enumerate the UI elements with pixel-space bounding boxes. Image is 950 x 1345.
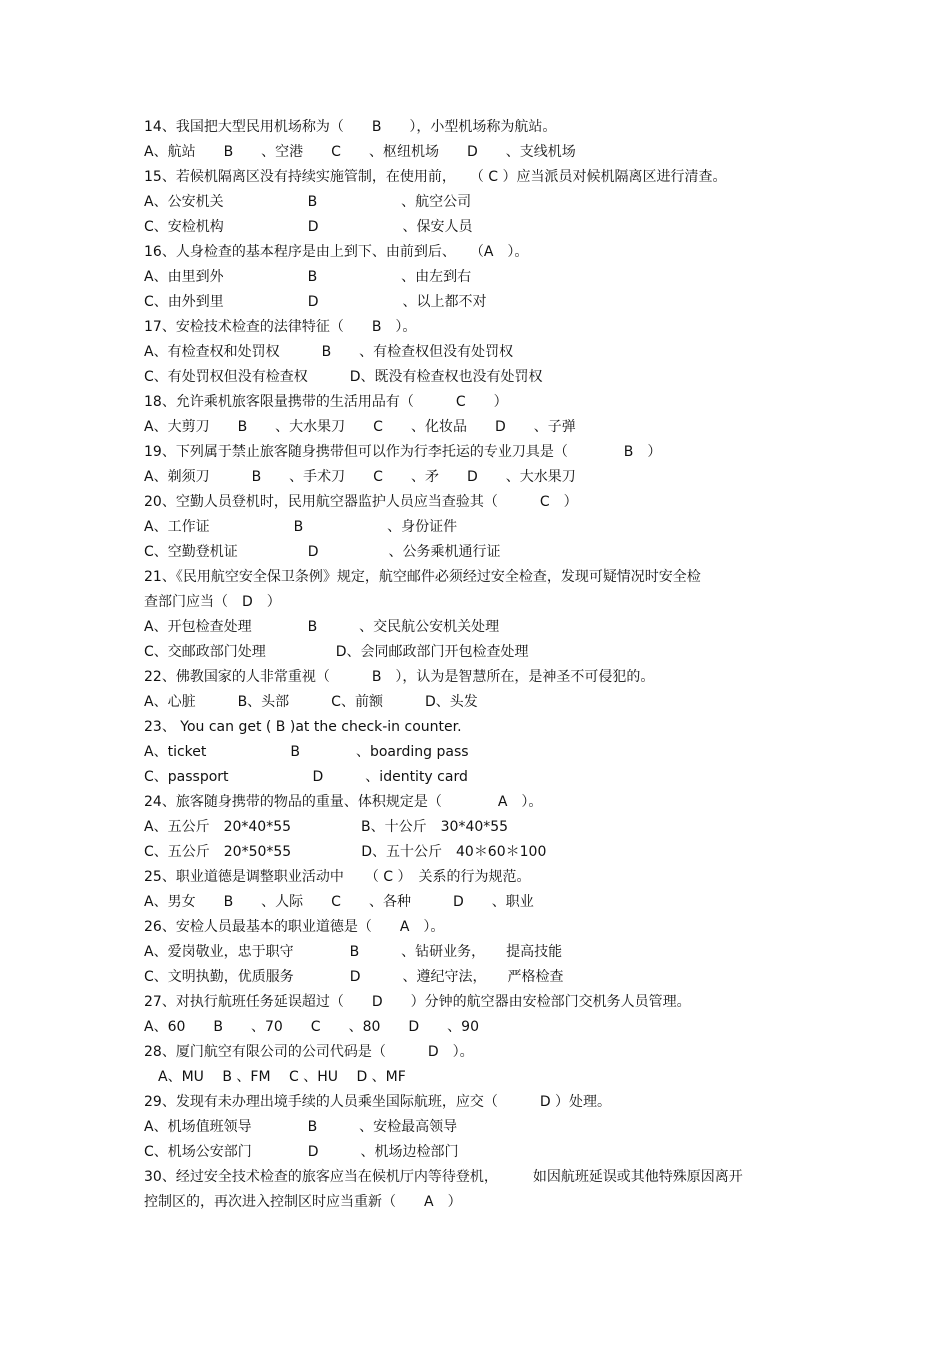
text-line: A、ticket B 、boarding pass — [144, 744, 469, 760]
text-line: 29、发现有未办理出境手续的人员乘坐国际航班，应交（ D ）处理。 — [144, 1094, 612, 1110]
text-line: A、剃须刀 B 、手术刀 C 、矛 D 、大水果刀 — [144, 469, 576, 485]
text-line: 17、安检技术检查的法律特征（ B ）。 — [144, 319, 417, 335]
text-line: 20、空勤人员登机时，民用航空器监护人员应当查验其（ C ） — [144, 494, 578, 510]
text-line: 27、对执行航班任务延误超过（ D ）分钟的航空器由安检部门交机务人员管理。 — [144, 994, 691, 1010]
text-line: A、公安机关 B 、航空公司 — [144, 194, 472, 210]
text-line: C、交邮政部门处理 D、会同邮政部门开包检查处理 — [144, 644, 529, 660]
text-line: A、爱岗敬业，忠于职守 B 、钻研业务， 提高技能 — [144, 944, 563, 960]
text-line: 24、旅客随身携带的物品的重量、体积规定是（ A ）。 — [144, 794, 543, 810]
text-line: 21、《民用航空安全保卫条例》规定，航空邮件必须经过安全检查，发现可疑情况时安全检 — [144, 569, 701, 585]
text-line: 19、下列属于禁止旅客随身携带但可以作为行李托运的专业刀具是（ B ） — [144, 444, 662, 460]
text-line: A、由里到外 B 、由左到右 — [144, 269, 472, 285]
text-line: C、有处罚权但没有检查权 D、既没有检查权也没有处罚权 — [144, 369, 543, 385]
text-line: A、60 B 、70 C 、80 D 、90 — [144, 1019, 479, 1035]
text-line: C、文明执勤，优质服务 D 、遵纪守法， 严格检查 — [144, 969, 564, 985]
text-line: 28、厦门航空有限公司的公司代码是（ D ）。 — [144, 1044, 474, 1060]
text-line: A、有检查权和处罚权 B 、有检查权但没有处罚权 — [144, 344, 514, 360]
text-line: A、航站 B 、空港 C 、枢纽机场 D 、支线机场 — [144, 144, 576, 160]
text-line: C、passport D 、identity card — [144, 769, 468, 785]
text-line: 26、安检人员最基本的职业道德是（ A ）。 — [144, 919, 445, 935]
text-line: A、机场值班领导 B 、安检最高领导 — [144, 1119, 458, 1135]
text-line: 16、人身检查的基本程序是由上到下、由前到后、 （A ）。 — [144, 244, 529, 260]
text-line: C、机场公安部门 D 、机场边检部门 — [144, 1144, 459, 1160]
text-line: C、空勤登机证 D 、公务乘机通行证 — [144, 544, 501, 560]
text-line: C、五公斤 20*50*55 D、五十公斤 40＊60＊100 — [144, 844, 547, 860]
text-line: A、男女 B 、人际 C 、各种 D 、职业 — [144, 894, 534, 910]
text-line: C、安检机构 D 、保安人员 — [144, 219, 473, 235]
text-line: 查部门应当（ D ） — [144, 594, 281, 610]
text-line: 15、若候机隔离区没有持续实施管制，在使用前， （ C ）应当派员对候机隔离区进行清查。 — [144, 169, 727, 185]
text-line: 22、佛教国家的人非常重视（ B ），认为是智慧所在，是神圣不可侵犯的。 — [144, 669, 655, 685]
text-line: A、开包检查处理 B 、交民航公安机关处理 — [144, 619, 500, 635]
text-line: 18、允许乘机旅客限量携带的生活用品有（ C ） — [144, 394, 508, 410]
text-line: A、大剪刀 B 、大水果刀 C 、化妆品 D 、子弹 — [144, 419, 576, 435]
text-line: A、MU B 、FM C 、HU D 、MF — [144, 1069, 406, 1085]
text-line: C、由外到里 D 、以上都不对 — [144, 294, 487, 310]
text-line: 30、经过安全技术检查的旅客应当在候机厅内等待登机， 如因航班延误或其他特殊原因离开 — [144, 1169, 743, 1185]
text-line: A、五公斤 20*40*55 B、十公斤 30*40*55 — [144, 819, 509, 835]
text-line: 25、职业道德是调整职业活动中 （ C ） 关系的行为规范。 — [144, 869, 531, 885]
text-line: 23、 You can get ( B )at the check-in counter. — [144, 719, 462, 735]
text-line: 控制区的，再次进入控制区时应当重新（ A ） — [144, 1194, 462, 1210]
text-line: 14、我国把大型民用机场称为（ B ），小型机场称为航站。 — [144, 119, 557, 135]
text-line: A、工作证 B 、身份证件 — [144, 519, 458, 535]
text-line: A、心脏 B、头部 C、前额 D、头发 — [144, 694, 478, 710]
